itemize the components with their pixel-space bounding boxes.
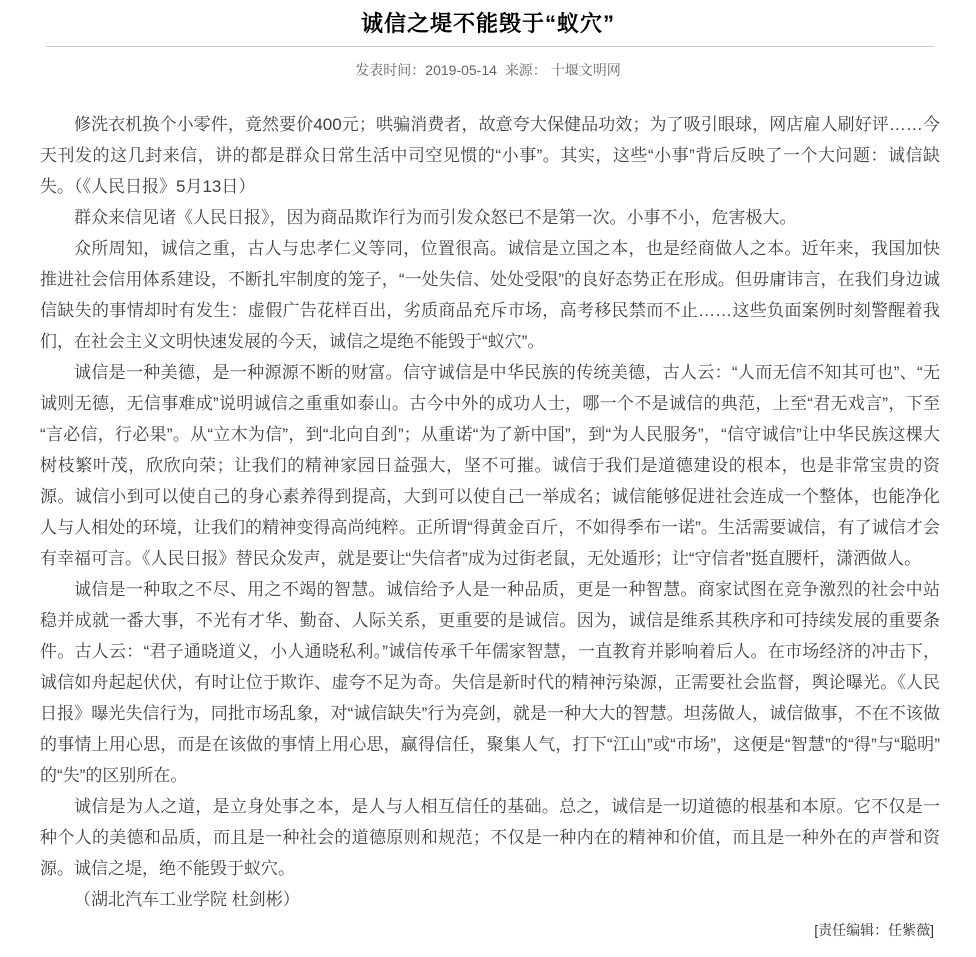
source-label: 来源： 十堰文明网 (504, 62, 621, 78)
meta-line (0, 47, 976, 80)
paragraph: 诚信是为人之道，是立身处事之本，是人与人相互信任的基础。总之，诚信是一切道德的根基和本原。它不仅是一种个人的美德和品质，而且是一种社会的道德原则和规范；不仅是一种内在的精神和价值，而且是一种外在的声誉和资源。诚信之堤，绝不能毁于蚁穴。 (40, 797, 940, 878)
paragraph: 群众来信见诸《人民日报》，因为商品欺诈行为而引发众怒已不是第一次。小事不小，危害极大。 (74, 208, 797, 227)
article-body (40, 109, 940, 915)
paragraph: 众所周知，诚信之重，古人与忠孝仁义等同，位置很高。诚信是立国之本，也是经商做人之本。近年来，我国加快推进社会信用体系建设，不断扎牢制度的笼子，“一处失信、处处受限”的良好态势正在形成。但毋庸讳言，在我们身边诚信缺失的事情却时有发生：虚假广告花样百出，劣质商品充斥市场，高考移民禁而不止……这些负面案例时刻警醒着我们，在社会主义文明快速发展的今天，诚信之堤绝不能毁于“蚁穴”。 (40, 239, 940, 351)
paragraph: 诚信是一种美德，是一种源源不断的财富。信守诚信是中华民族的传统美德，古人云：“人而无信不知其可也”、“无诚则无德，无信事难成”说明诚信之重重如泰山。古今中外的成功人士，哪一个不是诚信的典范，上至“君无戏言”，下至“言必信，行必果”。从“立木为信”，到“北向自刭”；从重诺“为了新中国”，到“为人民服务”，“信守诚信”让中华民族这棵大树枝繁叶茂，欣欣向荣；让我们的精神家园日益强大，坚不可摧。诚信于我们是道德建设的根本，也是非常宝贵的资源。诚信小到可以使自己的身心素养得到提高，大到可以使自己一举成名；诚信能够促进社会连成一个整体，也能净化人与人相处的环境，让我们的精神变得高尚纯粹。正所谓“得黄金百斤，不如得季布一诺”。生活需要诚信，有了诚信才会有幸福可言。《人民日报》替民众发声，就是要让“失信者”成为过街老鼠，无处遁形；让“守信者”挺直腰杆，潇洒做人。 (40, 363, 940, 568)
paragraph: 诚信是一种取之不尽、用之不竭的智慧。诚信给予人是一种品质，更是一种智慧。商家试图在竞争激烈的社会中站稳并成就一番大事，不光有才华、勤奋、人际关系，更重要的是诚信。因为，诚信是维系其秩序和可持续发展的重要条件。古人云：“君子通晓道义，小人通晓私利。”诚信传承千年儒家智慧，一直教育并影响着后人。在市场经济的冲击下，诚信如舟起起伏伏，有时让位于欺诈、虚夸不足为奇。失信是新时代的精神污染源，正需要社会监督，舆论曝光。《人民日报》曝光失信行为，同批市场乱象，对“诚信缺失”行为亮剑，就是一种大大的智慧。坦荡做人，诚信做事，不在不该做的事情上用心思，而是在该做的事情上用心思，赢得信任，聚集人气，打下“江山”或“市场”，这便是“智慧”的“得”与“聪明”的“失”的区别所在。 (40, 580, 940, 785)
publish-time: 发表时间：2019-05-14 (355, 62, 497, 78)
paragraph: 修洗衣机换个小零件，竟然要价400元；哄骗消费者，故意夸大保健品功效；为了吸引眼球，网店雇人刷好评……今天刊发的这几封来信，讲的都是群众日常生活中司空见惯的“小事”。其实，这些“小事”背后反映了一个大问题：诚信缺失。（《人民日报》5月13日） (40, 115, 940, 196)
byline: （湖北汽车工业学院 杜剑彬） (74, 890, 300, 909)
page-title: 诚信之堤不能毁于“蚁穴” (360, 11, 615, 36)
editor-note: [责任编辑：任紫薇] (814, 922, 934, 938)
